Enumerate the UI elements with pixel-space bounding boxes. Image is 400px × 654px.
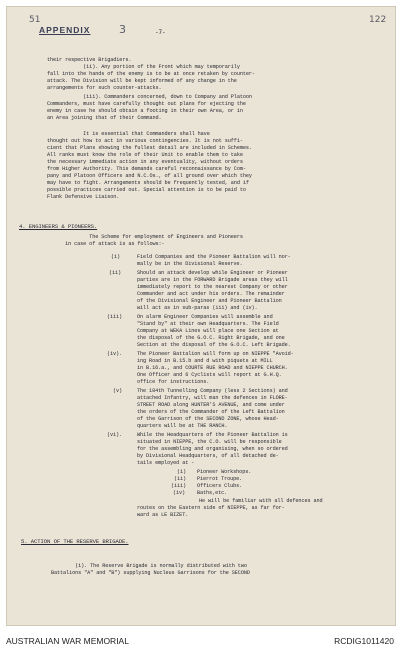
closing-line: ward as LE BIZET. [137,512,189,518]
body-line: their respective Brigadiers. [47,57,132,63]
item-number: (vi). [107,432,123,438]
item-line: attached Infantry, will man the defences in FLORE- [137,395,288,401]
section-line: (i). The Reserve Brigade is normally distributed with two [51,563,247,569]
item-line: the disposal of the G.O.C. Right Brigade, and one [137,335,285,341]
item-number: (iv). [107,351,123,357]
item-line: Field Companies and the Pioneer Battalion will nor- [137,254,291,260]
item-line: While the Headquarters of the Pioneer Battalion is [137,432,288,438]
item-number: (i) [111,254,121,260]
item-line: On alarm Engineer Companies will assemble and [137,314,273,320]
closing-line: routes on the Eastern side of NIEPPE, as far for- [137,505,285,511]
section-heading: 4. ENGINEERS & PIONEERS. [19,223,98,230]
body-line: All ranks must know the role of their Unit to enable them to take [47,152,243,158]
body-line: cient that Plans showing the fullest detail are included in Schemes. [47,145,252,151]
subitem-number: (iii) [171,483,187,489]
item-line: Should an attack develop while Engineer or Pioneer [137,270,288,276]
body-line: (iii). Commanders concerned, down to Company and Platoon [47,94,252,100]
item-line: tails employed at - [137,460,195,466]
body-line: pany and Platoon Officers and N.C.Os., of all ground over which they [47,173,252,179]
item-line: Section at the disposal of the G.O.C. Left Brigade. [137,342,291,348]
body-line: Commanders, must have carefully thought out plans for ejecting the [47,101,246,107]
body-line: (ii). Any portion of the Front which may temporarily [47,64,240,70]
item-line: mally be in the Divisional Reserve. [137,261,243,267]
item-line: office for instructions. [137,379,210,385]
item-line: of the Divisional Engineer and Pioneer Battalion [137,298,282,304]
item-number: (iii) [107,314,123,320]
subitem-number: (iv) [173,490,186,496]
section-heading: 5. ACTION OF THE RESERVE BRIGADE. [21,538,129,545]
body-line: may have to fight. Arrangements should be frequently tested, and if [47,180,249,186]
body-line: arrangements for such counter-attacks. [47,85,162,91]
item-line: situated in NIEPPE, the C.O. will be responsible [137,439,282,445]
item-line: One Officer and 6 Cyclists will report at G.H.Q. [137,372,282,378]
item-line: STREET ROAD along HUNTER'S AVENUE, and come under [137,402,285,408]
item-number: (ii) [109,270,122,276]
body-line: fall into the hands of the enemy is to be at once retaken by counter- [47,71,255,77]
body-line: from Higher Authority. This demands careful reconnaissance by Com- [47,166,246,172]
item-number: (v) [113,388,123,394]
item-line: in B.16.a., and COURTE RUE ROAD and NIEPPE CHURCH. [137,365,288,371]
appendix-number: 3 [119,23,126,36]
section-intro-line: in case of attack is as follows:- [47,241,165,247]
archive-footer [0,626,400,654]
item-line: the orders of the Commander of the Left Battalion [137,409,285,415]
appendix-label: APPENDIX [39,25,91,35]
item-line: immediately report to the nearest Company or other [137,284,288,290]
item-line: will act as in sub-paras (iii) and (iv). [137,305,258,311]
item-line: parties are in the FORWARD Brigade areas they will [137,277,288,283]
item-line: of the Garrison of the SECOND ZONE, whose Head- [137,416,279,422]
item-line: ing Road in B.15.b and d with piquets at MILL [137,358,273,364]
subitem-text: Pioneer Workshops. [197,469,252,475]
item-line: by Divisional Headquarters, of all detached de- [137,453,279,459]
page-number-left: 51 [29,15,41,25]
body-line: attack. The Division will be kept informed of any change in the [47,78,237,84]
body-line: Flank Defensive Liaison. [47,194,120,200]
item-line: The Pioneer Battalion will form up on NIEPPE "Avoid- [137,351,294,357]
section-line: Battalions "A" and "B") supplying Nucleus Garrisons for the SECOND [51,570,250,576]
item-line: quarters will be at THE RANCH. [137,423,228,429]
page-header: -7- [155,29,166,36]
archive-name: AUSTRALIAN WAR MEMORIAL [6,636,129,646]
subitem-text: Baths,etc. [197,490,228,496]
archive-id: RCDIG1011420 [334,636,394,646]
section-intro-line: The Scheme for employment of Engineers and Pioneers [47,234,243,240]
item-line: for the assembling and organising, when so ordered [137,446,288,452]
subitem-number: (ii) [174,476,187,482]
body-line: an Area joining that of their Command. [47,115,162,121]
body-line: enemy in case he should obtain a footing in their own Area, or in [47,108,243,114]
body-line: possible practices carried out. Special attention is to be paid to [47,187,246,193]
document-page [6,6,396,626]
item-line: "Stand by" at their own Headquarters. The Field [137,321,279,327]
subitem-text: Officers Clubs. [197,483,243,489]
body-line: It is essential that Commanders shall have [47,131,210,137]
item-line: Company at WEKA Lines will place one Section at [137,328,279,334]
page-number-right: 122 [369,15,387,25]
body-line: thought out how to act in various contingencies. It is not suffi- [47,138,243,144]
body-line: the necessary immediate action in any eventuality, without orders [47,159,243,165]
closing-line: He will be familiar with all defences and [199,498,323,504]
subitem-number: (i) [177,469,187,475]
item-line: The 184th Tunnelling Company (less 2 Sections) and [137,388,288,394]
item-line: Commander and act under his orders. The remainder [137,291,285,297]
subitem-text: Pierrot Troupe. [197,476,243,482]
